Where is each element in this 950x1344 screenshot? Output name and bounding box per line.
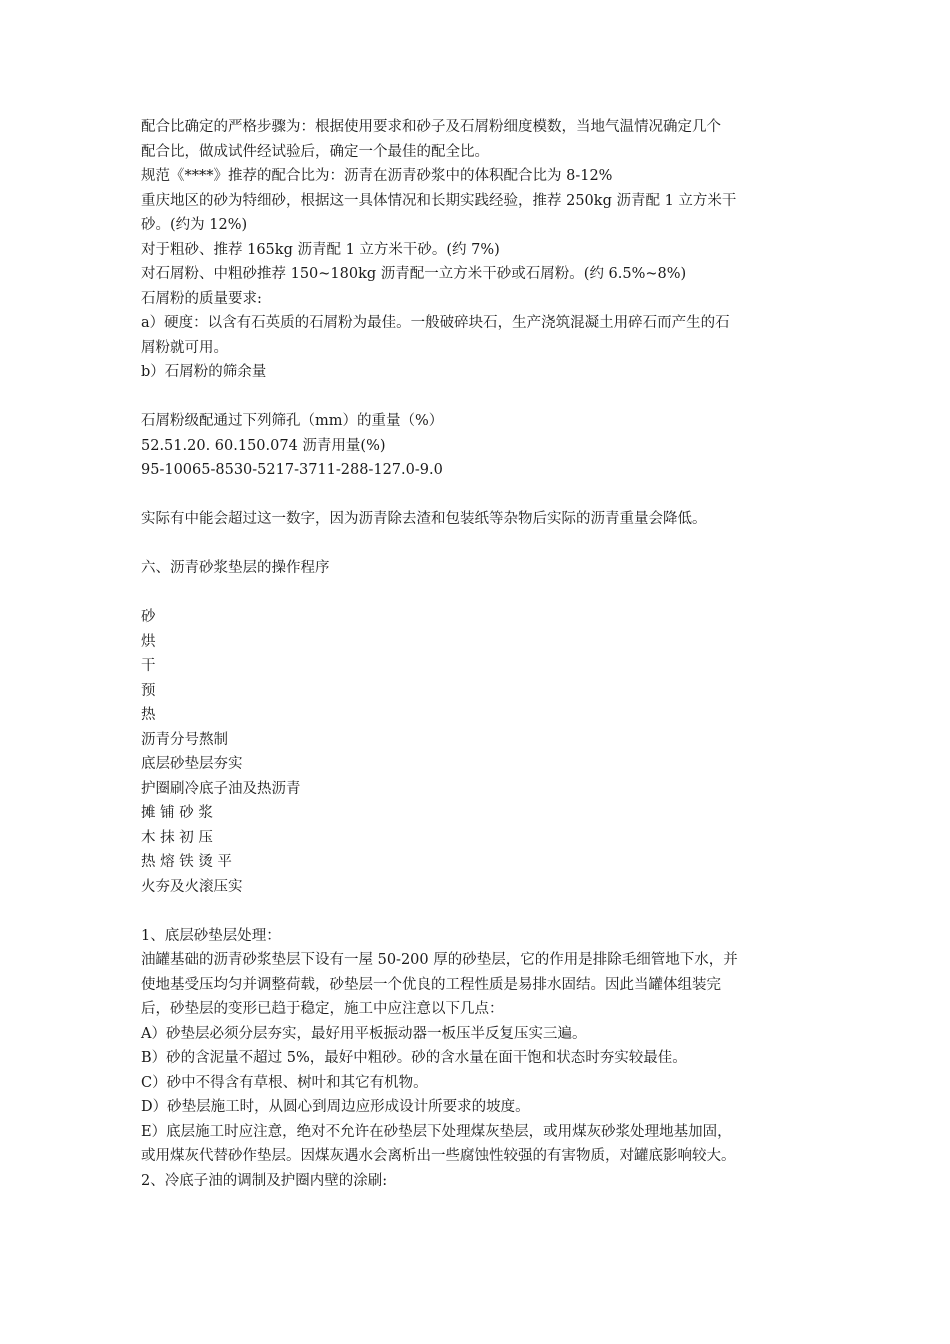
- text-line: b）石屑粉的筛余量: [141, 364, 267, 380]
- process-step: 干: [141, 658, 156, 674]
- process-step: 木 抹 初 压: [141, 829, 213, 846]
- text-line: 屑粉就可用。: [141, 339, 228, 356]
- process-step: 预: [141, 682, 156, 699]
- blank-line: [141, 385, 821, 410]
- blank-line: [141, 581, 821, 606]
- text-line: 重庆地区的砂为特细砂，根据这一具体情况和长期实践经验，推荐 250kg 沥青配 1 立方米干: [141, 192, 737, 209]
- text-line: E）底层施工时应注意，绝对不允许在砂垫层下处理煤灰垫层，或用煤灰砂浆处理地基加固，: [141, 1123, 732, 1140]
- text-line: C）砂中不得含有草根、树叶和其它有机物。: [141, 1074, 428, 1091]
- process-step: 热: [141, 707, 156, 723]
- text-line: 或用煤灰代替砂作垫层。因煤灰遇水会离析出一些腐蚀性较强的有害物质，对罐底影响较大。: [141, 1148, 736, 1164]
- text-line: 52.51.20. 60.150.074 沥青用量(%): [141, 437, 386, 454]
- document-body: [141, 115, 821, 1193]
- process-step: 砂: [141, 609, 156, 625]
- text-line: 95-10065-8530-5217-3711-288-127.0-9.0: [141, 462, 443, 478]
- subsection-heading: 1、底层砂垫层处理：: [141, 927, 281, 944]
- text-line: a）硬度：以含有石英质的石屑粉为最佳。一般破碎块石，生产浇筑混凝土用碎石而产生的石: [141, 315, 730, 331]
- process-step: 底层砂垫层夯实: [141, 756, 243, 772]
- text-line: 石屑粉的质量要求:: [141, 290, 262, 307]
- text-line: D）砂垫层施工时，从圆心到周边应形成设计所要求的坡度。: [141, 1099, 530, 1115]
- process-step: 沥青分号熬制: [141, 731, 228, 748]
- text-line: B）砂的含泥量不超过 5%，最好中粗砂。砂的含水量在面干饱和状态时夯实较最佳。: [141, 1050, 687, 1066]
- text-line: 实际有中能会超过这一数字，因为沥青除去渣和包装纸等杂物后实际的沥青重量会降低。: [141, 511, 707, 527]
- blank-line: [141, 532, 821, 557]
- text-line: 石屑粉级配通过下列筛孔（mm）的重量（%）: [141, 413, 444, 429]
- text-line: 使地基受压均匀并调整荷载，砂垫层一个优良的工程性质是易排水固结。因此当罐体组装完: [141, 976, 721, 993]
- process-step: 热 熔 铁 烫 平: [141, 854, 232, 870]
- text-line: 配合比，做成试件经试验后，确定一个最佳的配全比。: [141, 143, 489, 160]
- text-line: 对石屑粉、中粗砂推荐 150~180kg 沥青配一立方米干砂或石屑粉。(约 6.5%~8%): [141, 266, 687, 282]
- subsection-heading: 2、冷底子油的调制及护圈内壁的涂刷:: [141, 1172, 388, 1189]
- text-line: 配合比确定的严格步骤为：根据使用要求和砂子及石屑粉细度模数，当地气温情况确定几个: [141, 119, 721, 135]
- process-step: 护圈刷冷底子油及热沥青: [141, 780, 301, 797]
- blank-line: [141, 899, 821, 924]
- text-line: 后，砂垫层的变形已趋于稳定，施工中应注意以下几点：: [141, 1001, 504, 1017]
- text-line: 油罐基础的沥青砂浆垫层下设有一屋 50-200 厚的砂垫层，它的作用是排除毛细管地下水，并: [141, 952, 738, 968]
- text-line: A）砂垫层必须分层夯实，最好用平板振动器一板压半反复压实三遍。: [141, 1025, 587, 1042]
- section-heading: 六、沥青砂浆垫层的操作程序: [141, 560, 330, 576]
- text-line: 对于粗砂、推荐 165kg 沥青配 1 立方米干砂。(约 7%): [141, 241, 500, 258]
- process-step: 烘: [141, 633, 156, 650]
- process-step: 火夯及火滚压实: [141, 878, 243, 895]
- blank-line: [141, 483, 821, 508]
- text-line: 规范《****》推荐的配合比为：沥青在沥青砂浆中的体积配合比为 8-12%: [141, 168, 613, 184]
- text-line: 砂。(约为 12%): [141, 217, 248, 233]
- process-step: 摊 铺 砂 浆: [141, 805, 213, 821]
